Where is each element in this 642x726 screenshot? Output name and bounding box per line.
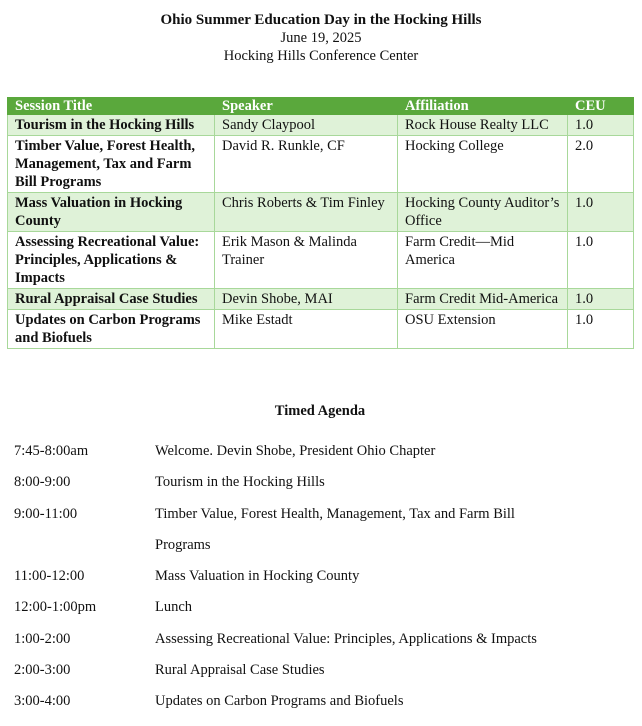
agenda-heading: Timed Agenda: [274, 403, 366, 419]
agenda-item: [14, 624, 634, 655]
agenda-description: Welcome. Devin Shobe, President Ohio Chapter: [155, 443, 436, 459]
column-header-ceu: CEU: [568, 98, 634, 115]
session-ceu: 2.0: [568, 136, 634, 193]
agenda-time: 9:00-11:00: [14, 505, 78, 522]
session-affiliation: Rock House Realty LLC: [398, 115, 568, 136]
session-ceu: 1.0: [568, 232, 634, 289]
agenda-description-continued: Programs: [155, 536, 211, 553]
session-speaker: Sandy Claypool: [215, 115, 398, 136]
session-affiliation: Farm Credit Mid-America: [398, 289, 568, 310]
session-title: Mass Valuation in Hocking County: [8, 193, 215, 232]
agenda-item: [14, 686, 634, 717]
session-title: Assessing Recreational Value: Principles, Applications & Impacts: [8, 232, 215, 289]
table-row: [8, 310, 634, 349]
column-header-affiliation: Affiliation: [398, 98, 568, 115]
agenda-item: [14, 592, 634, 623]
agenda-list: [14, 436, 634, 718]
agenda-time: 7:45-8:00am: [14, 443, 89, 459]
session-affiliation: OSU Extension: [398, 310, 568, 349]
session-speaker: Mike Estadt: [215, 310, 398, 349]
agenda-time: 12:00-1:00pm: [14, 599, 97, 616]
agenda-description: Mass Valuation in Hocking County: [155, 568, 360, 585]
agenda-item: [14, 561, 634, 592]
table-row: [8, 232, 634, 289]
agenda-time: 3:00-4:00: [14, 693, 71, 710]
agenda-item: [14, 655, 634, 686]
agenda-description: Timber Value, Forest Health, Management, Tax and Farm Bill: [155, 505, 515, 522]
session-affiliation: Hocking County Auditor’s Office: [398, 193, 568, 232]
session-title: Rural Appraisal Case Studies: [8, 289, 215, 310]
event-title: Ohio Summer Education Day in the Hocking Hills: [160, 12, 482, 28]
agenda-item: [14, 436, 634, 467]
agenda-item: [14, 467, 634, 498]
agenda-description: Assessing Recreational Value: Principles, Applications & Impacts: [155, 630, 537, 647]
session-affiliation: Farm Credit—Mid America: [398, 232, 568, 289]
agenda-item-continuation: [14, 530, 634, 561]
agenda-description: Lunch: [155, 599, 193, 616]
table-row: [8, 193, 634, 232]
agenda-description: Updates on Carbon Programs and Biofuels: [155, 693, 404, 710]
table-header-row: [8, 98, 634, 115]
column-header-speaker: Speaker: [215, 98, 398, 115]
agenda-item: [14, 499, 634, 530]
agenda-description: Tourism in the Hocking Hills: [155, 474, 325, 491]
session-ceu: 1.0: [568, 193, 634, 232]
session-speaker: Chris Roberts & Tim Finley: [215, 193, 398, 232]
session-title: Tourism in the Hocking Hills: [8, 115, 215, 136]
table-row: [8, 115, 634, 136]
event-venue: Hocking Hills Conference Center: [223, 48, 419, 64]
agenda-time: 2:00-3:00: [14, 662, 71, 679]
agenda-time: 1:00-2:00: [14, 630, 71, 647]
session-affiliation: Hocking College: [398, 136, 568, 193]
agenda-time: 8:00-9:00: [14, 474, 71, 491]
session-speaker: David R. Runkle, CF: [215, 136, 398, 193]
column-header-session-title: Session Title: [8, 98, 215, 115]
sessions-table: [7, 97, 634, 349]
event-date: June 19, 2025: [280, 30, 362, 46]
session-speaker: Devin Shobe, MAI: [215, 289, 398, 310]
session-title: Timber Value, Forest Health, Management, Tax and Farm Bill Programs: [8, 136, 215, 193]
table-row: [8, 136, 634, 193]
agenda-time: 11:00-12:00: [14, 568, 85, 585]
session-ceu: 1.0: [568, 115, 634, 136]
session-ceu: 1.0: [568, 289, 634, 310]
agenda-description: Rural Appraisal Case Studies: [155, 662, 325, 679]
session-speaker: Erik Mason & Malinda Trainer: [215, 232, 398, 289]
document-header: [0, 11, 642, 65]
session-ceu: 1.0: [568, 310, 634, 349]
session-title: Updates on Carbon Programs and Biofuels: [8, 310, 215, 349]
table-row: [8, 289, 634, 310]
